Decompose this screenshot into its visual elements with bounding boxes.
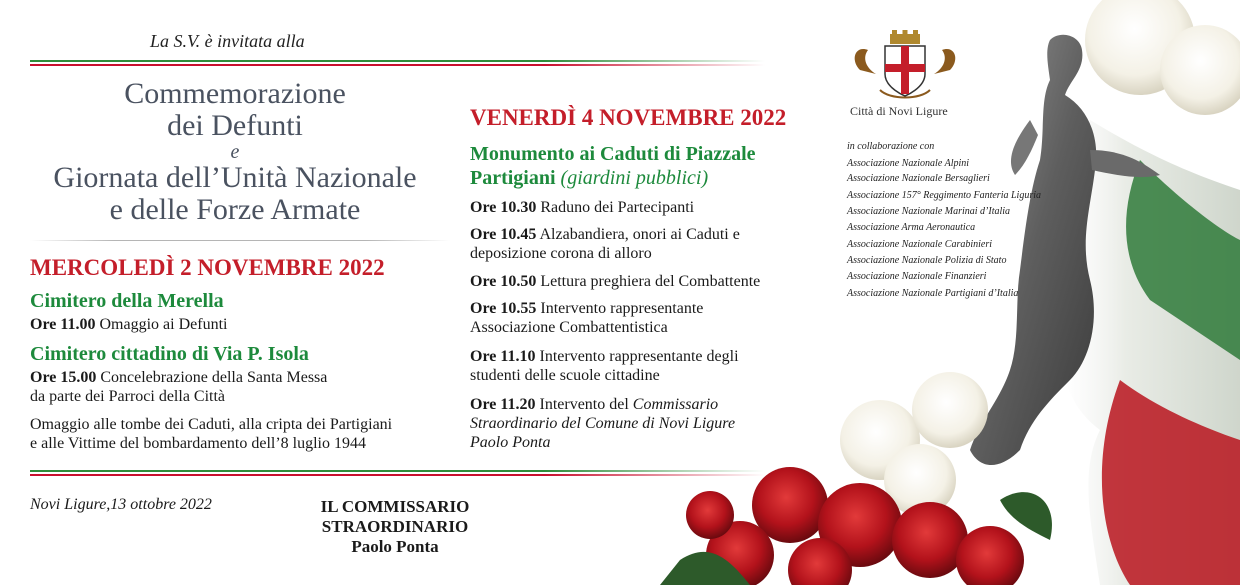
day2-item-5 [470,347,739,385]
item-time: Ore 15.00 [30,369,97,386]
day1-place2-item [30,368,327,406]
city-name: Città di Novi Ligure [850,104,948,118]
item-text-cont: deposizione corona di alloro [470,245,652,262]
day1-place1: Cimitero della Merella [30,290,224,312]
item-time: Ore 10.55 [470,300,537,317]
item-time: Ore 11.20 [470,396,536,413]
association-item: Associazione Nazionale Bersaglieri [847,173,990,184]
city-crest-icon [850,30,960,102]
signature-line-1: IL COMMISSARIO [320,497,470,516]
association-item: Associazione Nazionale Finanzieri [847,271,987,282]
association-item: Associazione Arma Aeronautica [847,222,976,233]
item-text-cont: da parte dei Parroci della Città [30,388,226,405]
day2-place-line-2: Partigiani [470,167,556,189]
title-conjunction: e [230,141,240,163]
day2-item-1 [470,198,694,217]
item-time: Ore 11.00 [30,316,96,333]
item-text: Omaggio ai Defunti [99,316,228,333]
association-item: Associazione Nazionale Carabinieri [847,239,992,250]
item-text: Intervento del [539,396,629,413]
item-italic-2: Straordinario del Comune di Novi Ligure [470,415,736,432]
item-italic-3: Paolo Ponta [470,434,551,451]
item-text: Lettura preghiera del Combattente [540,273,761,290]
day2-item-4 [470,299,703,337]
day1-place2: Cimitero cittadino di Via P. Isola [30,343,309,365]
day2-place-note: (giardini pubblici) [560,167,709,189]
day2-place [470,142,830,190]
invitation-text: La S.V. è invitata alla [150,31,305,51]
event-title [20,78,450,226]
item-text: Intervento rappresentante degli [539,348,739,365]
association-item: Associazione Nazionale Marinai d’Italia [847,206,1011,217]
item-text: Alzabandiera, onori ai Caduti e [539,226,740,243]
association-item: Associazione Nazionale Partigiani d’Italia [847,288,1019,299]
item-text-cont: Associazione Combattentistica [470,319,668,336]
title-line-1: Commemorazione [124,77,346,110]
tricolor-rule-bottom [30,470,765,476]
day1-place1-item [30,315,227,334]
association-item: Associazione Nazionale Polizia di Stato [847,255,1007,266]
day1-date: MERCOLEDÌ 2 NOVEMBRE 2022 [30,255,385,280]
day2-place-line-1: Monumento ai Caduti di Piazzale [470,143,756,165]
association-item: Associazione 157° Reggimento Fanteria Liguria [847,190,1041,201]
day1-tribute [30,415,392,453]
item-text: Raduno dei Partecipanti [540,199,695,216]
title-line-3: Giornata dell’Unità Nazionale [53,161,417,194]
item-italic-1: Commissario [632,396,719,413]
signature-name: Paolo Ponta [351,537,439,556]
tribute-line-1: Omaggio alle tombe dei Caduti, alla cripta dei Partigiani [30,416,393,433]
signature-block [300,497,490,557]
item-time: Ore 10.45 [470,226,537,243]
title-line-2: dei Defunti [167,109,303,142]
item-time: Ore 10.30 [470,199,537,216]
association-item: Associazione Nazionale Alpini [847,158,970,169]
signature-line-2: STRAORDINARIO [321,517,469,536]
collaboration-intro: in collaborazione con [847,141,935,152]
item-text: Intervento rappresentante [540,300,704,317]
item-text: Concelebrazione della Santa Messa [100,369,328,386]
footer-date: Novi Ligure,13 ottobre 2022 [30,496,212,513]
title-divider [30,240,450,241]
tribute-line-2: e alle Vittime del bombardamento dell’8 luglio 1944 [30,435,366,452]
day2-item-6 [470,395,735,452]
day2-item-3 [470,272,760,291]
tricolor-rule-top [30,60,765,66]
title-line-4: e delle Forze Armate [109,193,361,226]
item-time: Ore 11.10 [470,348,536,365]
item-text-cont: studenti delle scuole cittadine [470,367,660,384]
day2-item-2 [470,225,740,263]
day2-date: VENERDÌ 4 NOVEMBRE 2022 [470,105,787,130]
item-time: Ore 10.50 [470,273,537,290]
